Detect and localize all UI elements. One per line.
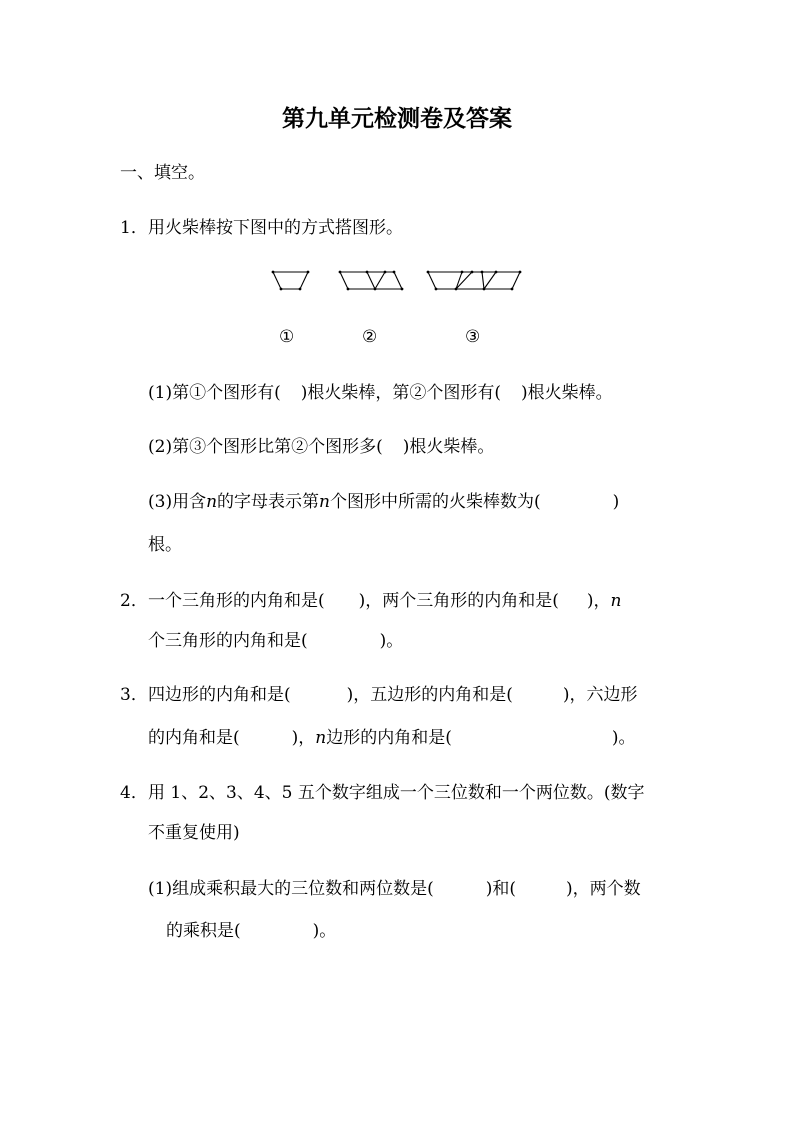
question-3-line-2: 的内角和是( )，n边形的内角和是( )。 — [148, 728, 636, 748]
question-4-part-1: (1)组成乘积最大的三位数和两位数是( )和( )，两个数 — [148, 879, 641, 899]
question-text: 用火柴棒按下图中的方式搭图形。 — [148, 218, 403, 238]
question-1-part-2: (2)第③个图形比第②个图形多( )根火柴棒。 — [148, 437, 495, 457]
question-4-part-1-cont: 的乘积是( )。 — [166, 921, 337, 941]
question-1-part-1: (1)第①个图形有( )根火柴棒，第②个图形有( )根火柴棒。 — [148, 383, 613, 403]
page-title: 第九单元检测卷及答案 — [282, 106, 512, 132]
question-3-line-1: 3．四边形的内角和是( )，五边形的内角和是( )，六边形 — [120, 682, 638, 708]
section-heading: 一、填空。 — [120, 163, 205, 183]
question-number: 2． — [120, 591, 148, 611]
question-1-part-3: (3)用含n的字母表示第n个图形中所需的火柴棒数为( ) — [148, 492, 620, 512]
question-4-line-1: 4．用 1、2、3、4、5 五个数字组成一个三位数和一个两位数。(数字 — [120, 780, 645, 806]
question-number: 4． — [120, 783, 148, 803]
figure-label-1: ① — [279, 327, 295, 347]
question-2-line-2: 个三角形的内角和是( )。 — [148, 631, 404, 651]
question-1-part-3-cont: 根。 — [148, 535, 182, 555]
figure-label-3: ③ — [465, 327, 481, 347]
matchstick-figures — [268, 266, 528, 296]
question-2-line-1: 2．一个三角形的内角和是( )，两个三角形的内角和是( )，n — [120, 588, 622, 614]
question-number: 3． — [120, 685, 148, 705]
figure-label-2: ② — [362, 327, 378, 347]
question-4-line-2: 不重复使用) — [148, 823, 240, 843]
question-1-stem — [120, 215, 403, 241]
matchstick-figure-2 — [339, 271, 404, 291]
matchstick-figure-3 — [427, 271, 522, 291]
question-number: 1． — [120, 218, 148, 238]
matchstick-figure-1 — [272, 271, 310, 291]
